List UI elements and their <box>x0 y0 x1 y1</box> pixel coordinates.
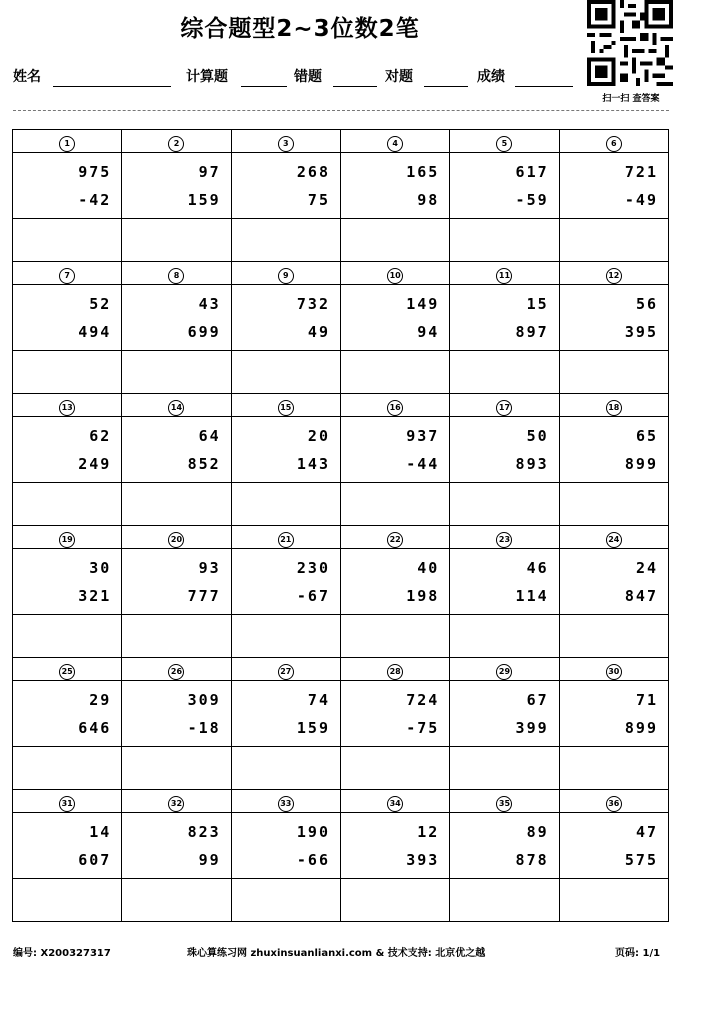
operand-second: 893 <box>515 455 549 473</box>
wrong-label: 错题 <box>294 69 322 85</box>
problem-number-cell <box>340 790 449 813</box>
problem-number: 25 <box>59 664 75 680</box>
operand-first: 268 <box>296 163 330 181</box>
problem-number-cell <box>13 526 122 549</box>
problem-number: 16 <box>387 400 403 416</box>
correct-blank[interactable] <box>424 86 468 87</box>
answer-cell[interactable] <box>450 615 559 658</box>
problem-cell <box>231 153 340 219</box>
problem-number: 31 <box>59 796 75 812</box>
operand-first: 20 <box>307 427 330 445</box>
answer-cell[interactable] <box>450 351 559 394</box>
problem-number: 8 <box>168 268 184 284</box>
problem-cell <box>122 285 231 351</box>
answer-cell[interactable] <box>231 351 340 394</box>
problem-number-cell <box>559 130 668 153</box>
correct-label: 对题 <box>385 69 413 85</box>
problem-number-cell <box>559 262 668 285</box>
problem-number: 24 <box>606 532 622 548</box>
problem-number: 1 <box>59 136 75 152</box>
problem-number-cell <box>231 790 340 813</box>
problem-cell <box>231 681 340 747</box>
problem-number: 3 <box>278 136 294 152</box>
qr-caption: 扫一扫 查答案 <box>602 94 660 104</box>
problem-number: 10 <box>387 268 403 284</box>
problem-number-cell <box>450 394 559 417</box>
operand-first: 724 <box>406 691 440 709</box>
name-blank[interactable] <box>53 86 171 87</box>
operand-second: -18 <box>187 719 221 737</box>
operand-first: 165 <box>406 163 440 181</box>
problem-number: 19 <box>59 532 75 548</box>
problem-number: 34 <box>387 796 403 812</box>
operand-second: 49 <box>307 323 330 341</box>
problem-cell <box>13 681 122 747</box>
operand-second: 897 <box>515 323 549 341</box>
operand-second: -67 <box>296 587 330 605</box>
answer-cell[interactable] <box>340 615 449 658</box>
problem-number-cell <box>559 394 668 417</box>
answer-cell[interactable] <box>13 615 122 658</box>
answer-cell[interactable] <box>559 219 668 262</box>
problem-number-cell <box>231 394 340 417</box>
answer-cell[interactable] <box>122 615 231 658</box>
problem-cell <box>122 549 231 615</box>
operand-second: 393 <box>406 851 440 869</box>
problem-cell <box>450 549 559 615</box>
operand-first: 56 <box>635 295 658 313</box>
operand-second: 646 <box>78 719 112 737</box>
problem-number: 4 <box>387 136 403 152</box>
problem-number: 6 <box>606 136 622 152</box>
problem-number: 29 <box>496 664 512 680</box>
problem-cell <box>340 813 449 879</box>
problem-number-cell <box>231 130 340 153</box>
operand-second: 143 <box>296 455 330 473</box>
operand-first: 93 <box>198 559 221 577</box>
problem-cell <box>340 549 449 615</box>
answer-cell[interactable] <box>231 615 340 658</box>
worksheet-code: 编号: X200327317 <box>13 948 111 959</box>
problem-number-cell <box>122 394 231 417</box>
problem-number: 26 <box>168 664 184 680</box>
operand-second: 198 <box>406 587 440 605</box>
operand-first: 721 <box>624 163 658 181</box>
problem-number-cell <box>559 790 668 813</box>
operand-second: 249 <box>78 455 112 473</box>
problem-number-cell <box>122 790 231 813</box>
operand-first: 67 <box>526 691 549 709</box>
answer-cell[interactable] <box>340 219 449 262</box>
problem-cell <box>231 813 340 879</box>
problem-number-cell <box>450 658 559 681</box>
operand-first: 30 <box>89 559 112 577</box>
problem-number: 20 <box>168 532 184 548</box>
operand-first: 89 <box>526 823 549 841</box>
answer-cell[interactable] <box>231 747 340 790</box>
problem-number: 5 <box>496 136 512 152</box>
problem-number-cell <box>122 526 231 549</box>
answer-cell[interactable] <box>340 483 449 526</box>
problem-number: 23 <box>496 532 512 548</box>
operand-second: -44 <box>406 455 440 473</box>
problem-cell <box>450 153 559 219</box>
problem-number: 22 <box>387 532 403 548</box>
problem-number-cell <box>13 658 122 681</box>
problem-number-cell <box>231 526 340 549</box>
answer-cell[interactable] <box>231 879 340 922</box>
operand-first: 52 <box>89 295 112 313</box>
problem-number-cell <box>122 658 231 681</box>
problem-cell <box>340 285 449 351</box>
operand-first: 12 <box>417 823 440 841</box>
problem-number-cell <box>340 658 449 681</box>
answer-cell[interactable] <box>559 747 668 790</box>
operand-second: 699 <box>187 323 221 341</box>
operand-first: 24 <box>635 559 658 577</box>
problem-number: 33 <box>278 796 294 812</box>
operand-second: 878 <box>515 851 549 869</box>
problem-number-cell <box>13 262 122 285</box>
operand-first: 71 <box>635 691 658 709</box>
name-label: 姓名 <box>13 69 41 85</box>
problem-number-cell <box>340 130 449 153</box>
operand-second: 607 <box>78 851 112 869</box>
answer-cell[interactable] <box>231 219 340 262</box>
answer-cell[interactable] <box>450 219 559 262</box>
operand-first: 62 <box>89 427 112 445</box>
problem-number-cell <box>450 130 559 153</box>
problem-number: 21 <box>278 532 294 548</box>
operand-second: 399 <box>515 719 549 737</box>
operand-second: 847 <box>624 587 658 605</box>
operand-second: 899 <box>624 455 658 473</box>
operand-second: 395 <box>624 323 658 341</box>
problem-cell <box>450 681 559 747</box>
operand-first: 230 <box>296 559 330 577</box>
problem-number: 13 <box>59 400 75 416</box>
problem-number-cell <box>450 526 559 549</box>
website-credit: 珠心算练习网 zhuxinsuanlianxi.com & 技术支持: 北京优之越 <box>187 948 486 959</box>
problem-number-cell <box>450 790 559 813</box>
problem-cell <box>340 153 449 219</box>
operand-second: 494 <box>78 323 112 341</box>
problem-number: 17 <box>496 400 512 416</box>
problem-cell <box>231 417 340 483</box>
operand-first: 190 <box>296 823 330 841</box>
answer-cell[interactable] <box>122 483 231 526</box>
operand-second: 777 <box>187 587 221 605</box>
operand-first: 29 <box>89 691 112 709</box>
page-title: 综合题型2~3位数2笔 <box>180 16 420 42</box>
answer-cell[interactable] <box>450 747 559 790</box>
operand-second: 75 <box>307 191 330 209</box>
operand-second: 321 <box>78 587 112 605</box>
operand-first: 617 <box>515 163 549 181</box>
operand-first: 975 <box>78 163 112 181</box>
problem-number: 36 <box>606 796 622 812</box>
operand-first: 149 <box>406 295 440 313</box>
answer-cell[interactable] <box>122 879 231 922</box>
problem-number-cell <box>122 130 231 153</box>
answer-cell[interactable] <box>340 747 449 790</box>
problem-number-cell <box>340 394 449 417</box>
operand-second: 98 <box>417 191 440 209</box>
problem-number: 12 <box>606 268 622 284</box>
operand-second: -42 <box>78 191 112 209</box>
qr-code <box>585 0 675 86</box>
problem-number-cell <box>231 658 340 681</box>
operand-first: 46 <box>526 559 549 577</box>
answer-cell[interactable] <box>122 747 231 790</box>
problem-cell <box>559 285 668 351</box>
answer-cell[interactable] <box>122 219 231 262</box>
computed-blank[interactable] <box>241 86 287 87</box>
wrong-blank[interactable] <box>333 86 377 87</box>
problem-number-cell <box>559 658 668 681</box>
answer-cell[interactable] <box>450 879 559 922</box>
answer-cell[interactable] <box>13 219 122 262</box>
operand-second: 99 <box>198 851 221 869</box>
operand-second: -59 <box>515 191 549 209</box>
operand-first: 64 <box>198 427 221 445</box>
score-blank[interactable] <box>515 86 573 87</box>
page-number: 页码: 1/1 <box>615 948 661 959</box>
problem-number: 2 <box>168 136 184 152</box>
problem-cell <box>559 549 668 615</box>
problem-cell <box>13 285 122 351</box>
problem-cell <box>450 285 559 351</box>
operand-first: 43 <box>198 295 221 313</box>
problem-grid <box>12 129 669 922</box>
operand-first: 937 <box>406 427 440 445</box>
problem-cell <box>559 153 668 219</box>
answer-cell[interactable] <box>13 879 122 922</box>
problem-number-cell <box>13 130 122 153</box>
problem-number: 18 <box>606 400 622 416</box>
operand-second: 159 <box>296 719 330 737</box>
operand-first: 40 <box>417 559 440 577</box>
answer-cell[interactable] <box>559 879 668 922</box>
problem-number-cell <box>13 394 122 417</box>
problem-cell <box>450 813 559 879</box>
operand-second: 94 <box>417 323 440 341</box>
problem-cell <box>340 417 449 483</box>
operand-second: -49 <box>624 191 658 209</box>
cut-line <box>13 110 669 111</box>
answer-cell[interactable] <box>559 483 668 526</box>
problem-number: 27 <box>278 664 294 680</box>
problem-cell <box>450 417 559 483</box>
problem-cell <box>559 681 668 747</box>
operand-first: 15 <box>526 295 549 313</box>
operand-second: 159 <box>187 191 221 209</box>
problem-cell <box>122 813 231 879</box>
problem-cell <box>559 417 668 483</box>
problem-cell <box>13 813 122 879</box>
score-label: 成绩 <box>477 69 505 85</box>
problem-number-cell <box>559 526 668 549</box>
answer-cell[interactable] <box>559 351 668 394</box>
problem-number-cell <box>340 262 449 285</box>
answer-cell[interactable] <box>122 351 231 394</box>
problem-number: 35 <box>496 796 512 812</box>
problem-cell <box>13 417 122 483</box>
problem-number: 14 <box>168 400 184 416</box>
answer-cell[interactable] <box>340 879 449 922</box>
operand-first: 732 <box>296 295 330 313</box>
problem-cell <box>122 417 231 483</box>
operand-first: 823 <box>187 823 221 841</box>
operand-second: 114 <box>515 587 549 605</box>
answer-cell[interactable] <box>340 351 449 394</box>
problem-number: 28 <box>387 664 403 680</box>
answer-cell[interactable] <box>559 615 668 658</box>
operand-second: -66 <box>296 851 330 869</box>
answer-cell[interactable] <box>13 351 122 394</box>
problem-number: 9 <box>278 268 294 284</box>
problem-cell <box>13 549 122 615</box>
problem-number-cell <box>340 526 449 549</box>
answer-cell[interactable] <box>13 483 122 526</box>
answer-cell[interactable] <box>450 483 559 526</box>
operand-second: -75 <box>406 719 440 737</box>
answer-cell[interactable] <box>13 747 122 790</box>
operand-second: 852 <box>187 455 221 473</box>
problem-cell <box>122 153 231 219</box>
problem-cell <box>559 813 668 879</box>
operand-first: 97 <box>198 163 221 181</box>
problem-number-cell <box>13 790 122 813</box>
operand-first: 309 <box>187 691 221 709</box>
operand-first: 74 <box>307 691 330 709</box>
operand-first: 14 <box>89 823 112 841</box>
operand-first: 50 <box>526 427 549 445</box>
problem-cell <box>340 681 449 747</box>
problem-cell <box>13 153 122 219</box>
operand-first: 65 <box>635 427 658 445</box>
operand-second: 575 <box>624 851 658 869</box>
problem-cell <box>231 285 340 351</box>
problem-number-cell <box>450 262 559 285</box>
problem-number: 15 <box>278 400 294 416</box>
operand-first: 47 <box>635 823 658 841</box>
problem-number: 30 <box>606 664 622 680</box>
problem-number: 11 <box>496 268 512 284</box>
computed-label: 计算题 <box>186 69 228 85</box>
problem-number-cell <box>122 262 231 285</box>
problem-number: 32 <box>168 796 184 812</box>
operand-second: 899 <box>624 719 658 737</box>
problem-cell <box>122 681 231 747</box>
problem-number-cell <box>231 262 340 285</box>
problem-cell <box>231 549 340 615</box>
answer-cell[interactable] <box>231 483 340 526</box>
problem-number: 7 <box>59 268 75 284</box>
